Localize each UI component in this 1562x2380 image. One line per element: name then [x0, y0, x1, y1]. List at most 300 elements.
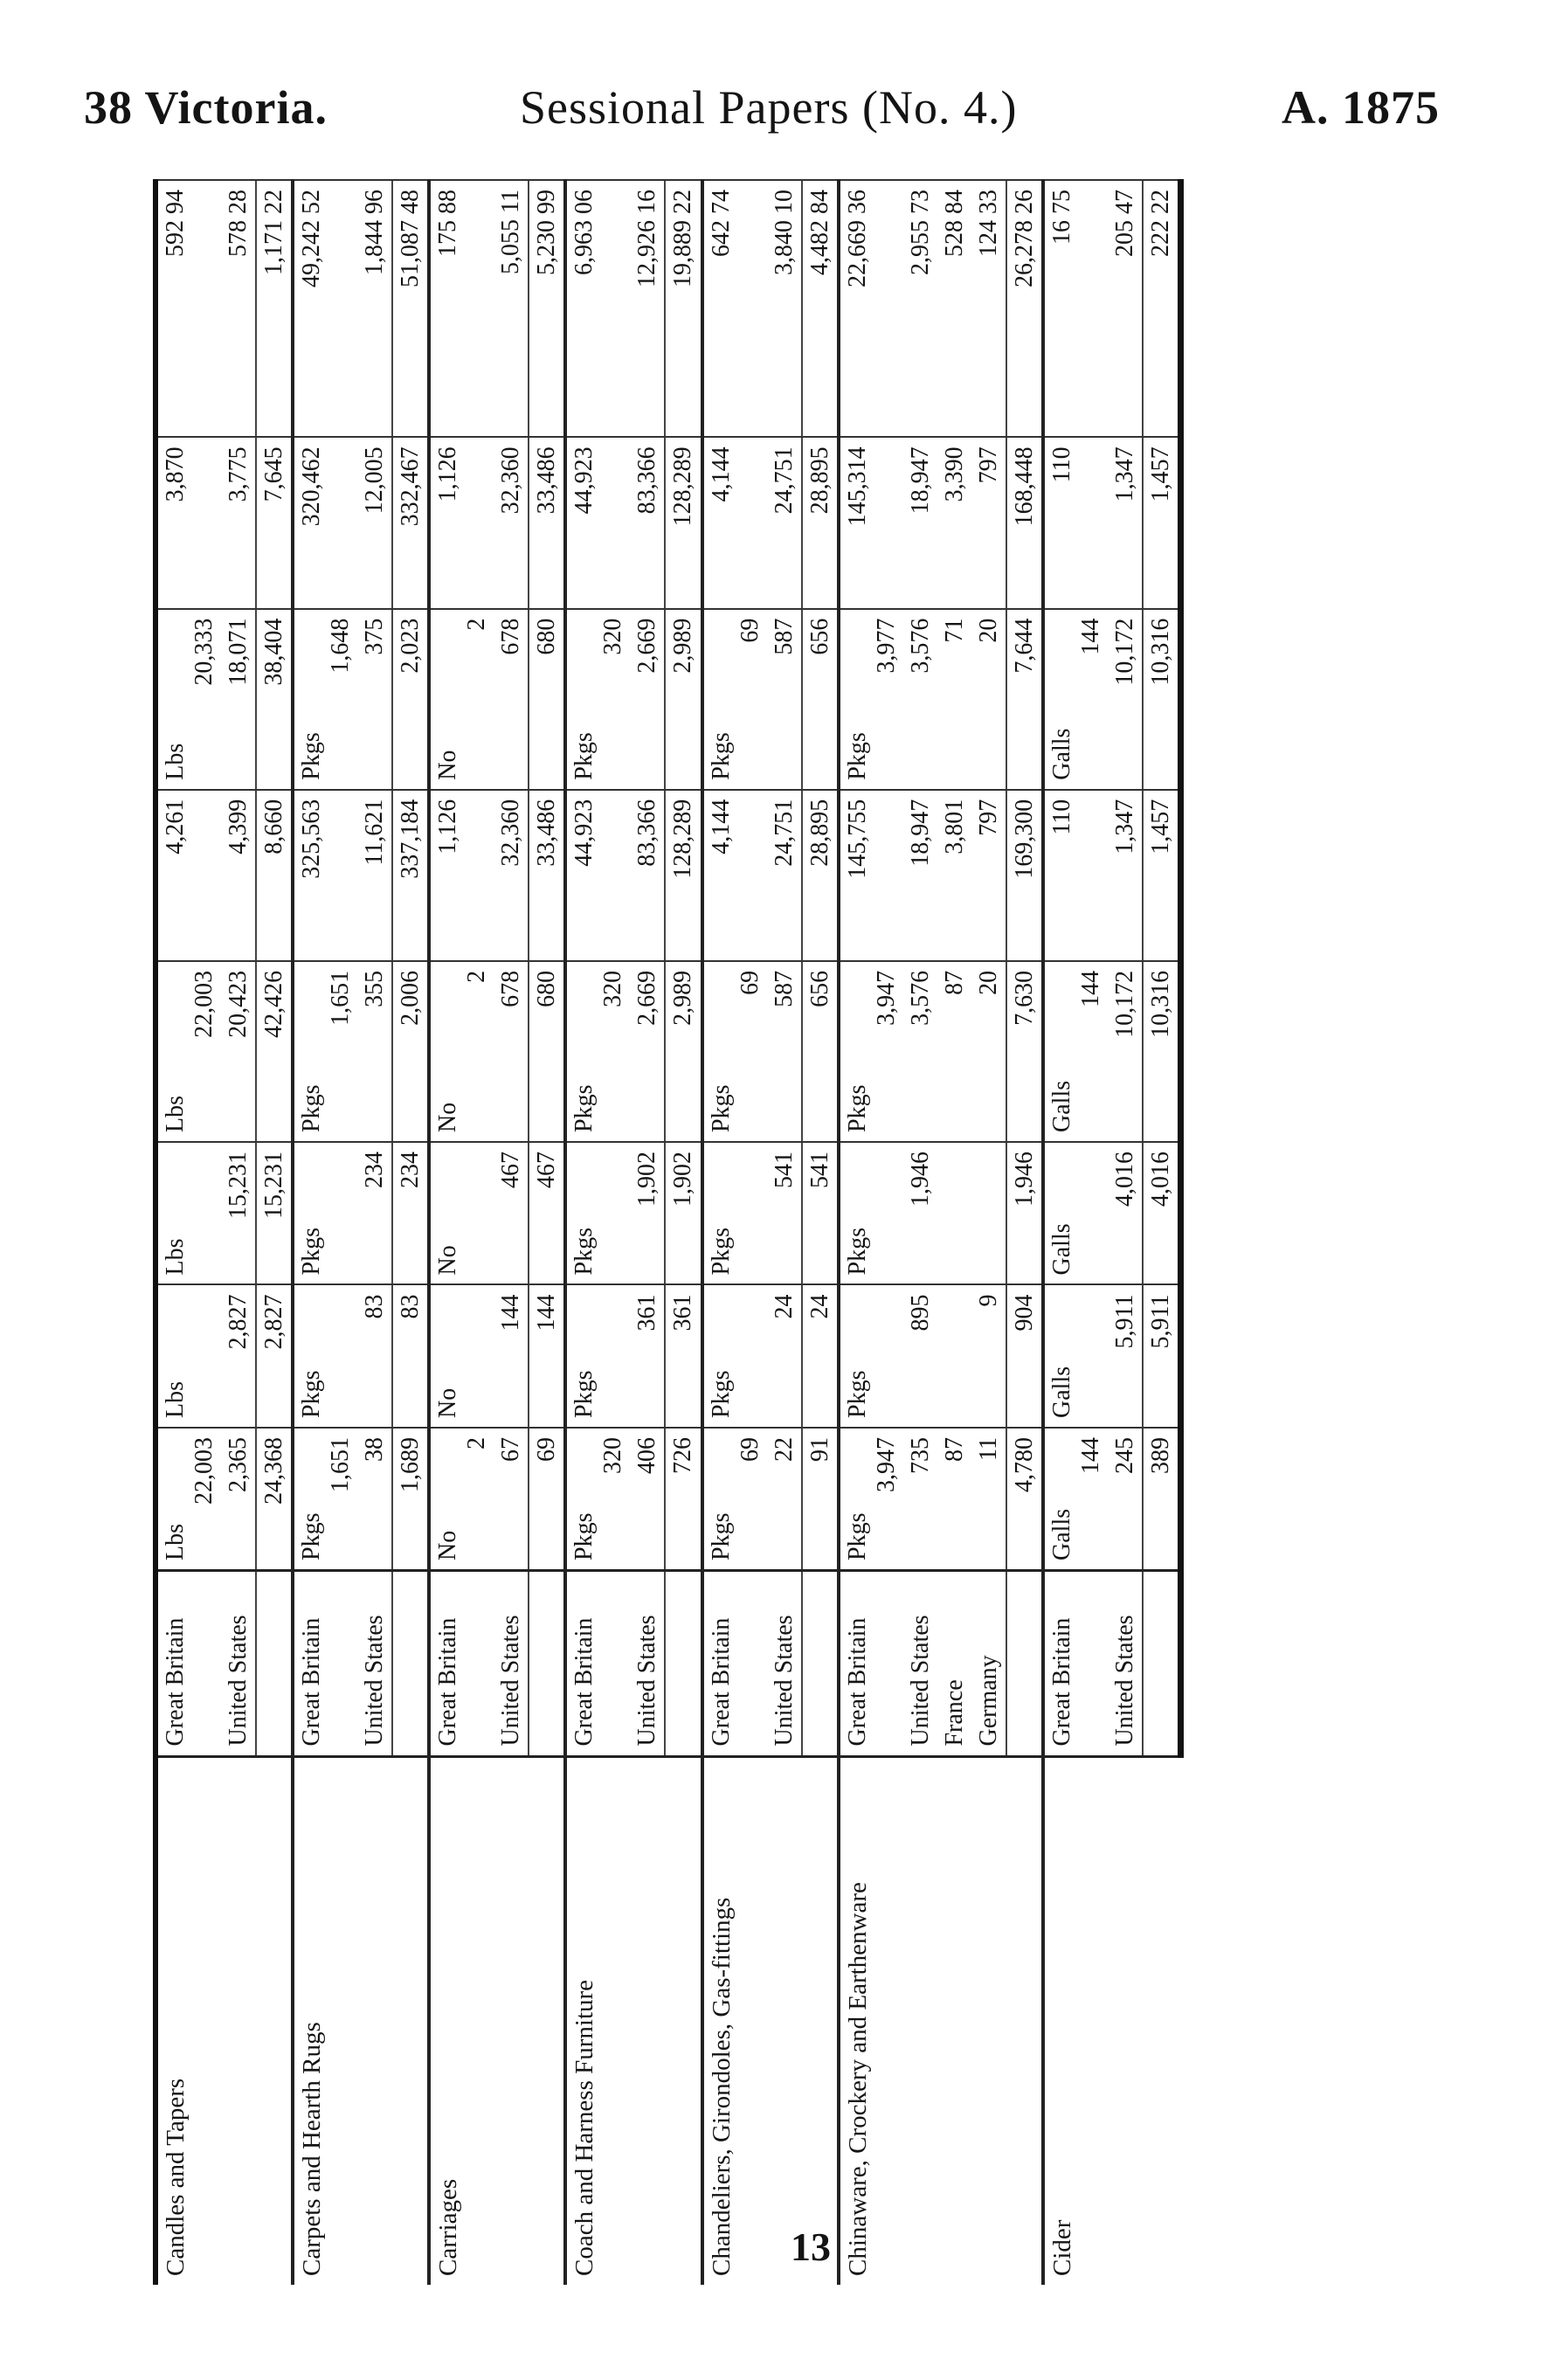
total-c8: 5,230 99	[529, 180, 565, 437]
cell-value: 144	[497, 1294, 525, 1332]
total-blank-cell	[529, 1570, 565, 1756]
article-name: Cider	[1043, 1756, 1181, 2285]
total-c3: 15,231	[256, 1142, 293, 1285]
cell-value: 1,347	[1110, 446, 1138, 502]
total-c7: 1,457	[1143, 437, 1181, 608]
header-year: A. 1875	[1282, 81, 1440, 134]
total-c6: 7,644	[1006, 609, 1043, 790]
total-c3: 1,946	[1006, 1142, 1043, 1285]
unit-label: Pkgs	[707, 1084, 735, 1132]
cell-value: 3,576	[906, 970, 934, 1026]
article-name: Carpets and Hearth Rugs	[293, 1756, 429, 2285]
cell-c5	[971, 790, 1006, 961]
article-name: Candles and Tapers	[156, 1756, 293, 2285]
cell-c5	[221, 790, 256, 961]
total-c4: 10,316	[1143, 961, 1181, 1142]
cell-value: 24,751	[770, 446, 798, 515]
unit-label: No	[434, 1530, 462, 1560]
cell-c2	[293, 1284, 357, 1428]
cell-value: 467	[497, 1151, 525, 1188]
cell-value: 44,923	[570, 799, 598, 867]
cell-value: 83	[361, 1294, 389, 1319]
cell-c6	[630, 609, 665, 790]
unit-label: Pkgs	[298, 732, 326, 780]
cell-value: 4,261	[162, 799, 189, 854]
cell-value: 11,621	[361, 799, 389, 866]
unit-label: Pkgs	[843, 1512, 871, 1560]
cell-c3	[903, 1142, 937, 1285]
unit-label: Lbs	[162, 1095, 189, 1132]
cell-c2	[494, 1284, 529, 1428]
cell-c5	[702, 790, 767, 961]
total-c1: 389	[1143, 1428, 1181, 1571]
cell-value: 1,946	[906, 1151, 934, 1207]
header-session: 38 Victoria.	[84, 81, 328, 134]
cell-c2	[429, 1284, 494, 1428]
cell-value: 3,576	[906, 618, 934, 674]
cell-value: 4,016	[1110, 1151, 1138, 1207]
total-c5: 33,486	[529, 790, 565, 961]
cell-c4	[702, 961, 767, 1142]
cell-value: 1,126	[434, 446, 462, 502]
cell-value: 15,231	[225, 1151, 252, 1219]
unit-label: Pkgs	[298, 1370, 326, 1418]
cell-value: 1,126	[434, 799, 462, 854]
cell-value: 22,003	[190, 970, 218, 1038]
cell-c8	[937, 180, 971, 437]
cell-value: 110	[1047, 799, 1075, 835]
unit-label: Galls	[1047, 1223, 1075, 1276]
total-blank-cell	[392, 1570, 429, 1756]
cell-c6	[293, 609, 357, 790]
cell-value: 541	[770, 1151, 798, 1188]
total-c8: 222 22	[1143, 180, 1181, 437]
unit-label: No	[434, 1245, 462, 1276]
cell-c2	[1108, 1284, 1143, 1428]
cell-c8	[156, 180, 221, 437]
unit-label: No	[434, 750, 462, 780]
cell-c6	[767, 609, 802, 790]
cell-value: 20	[974, 970, 1002, 995]
cell-value: 49,242 52	[298, 190, 326, 287]
table-row	[429, 180, 494, 2285]
cell-c4	[937, 961, 971, 1142]
cell-c8	[293, 180, 357, 437]
cell-value: 3,840 10	[770, 190, 798, 275]
cell-value: 10,172	[1110, 970, 1138, 1038]
cell-c7	[702, 437, 767, 608]
trade-table	[153, 179, 1184, 2285]
cell-value: 245	[1110, 1436, 1138, 1474]
total-blank-cell	[256, 1570, 293, 1756]
unit-label: Pkgs	[707, 732, 735, 780]
cell-c3	[971, 1142, 1006, 1285]
cell-value: 528 84	[940, 190, 968, 257]
unit-label: Galls	[1047, 728, 1075, 780]
article-name: Chandeliers, Girondoles, Gas-fittings	[702, 1756, 839, 2285]
total-c8: 1,171 22	[256, 180, 293, 437]
cell-value: 735	[906, 1436, 934, 1474]
cell-c1	[221, 1428, 256, 1571]
country-name: Great Britain	[293, 1570, 357, 1756]
cell-c8	[767, 180, 802, 437]
total-c2: 904	[1006, 1284, 1043, 1428]
country-name: United States	[903, 1570, 937, 1756]
cell-c2	[565, 1284, 630, 1428]
cell-c2	[839, 1284, 903, 1428]
cell-value: 71	[940, 618, 968, 643]
cell-value: 406	[633, 1436, 661, 1474]
cell-c1	[630, 1428, 665, 1571]
total-c8: 4,482 84	[802, 180, 839, 437]
cell-value: 83,366	[633, 799, 661, 867]
country-name: United States	[767, 1570, 802, 1756]
cell-c2	[630, 1284, 665, 1428]
page-number: 13	[791, 2224, 831, 2269]
cell-value: 175 88	[434, 190, 462, 257]
country-name: Great Britain	[702, 1570, 767, 1756]
cell-c5	[903, 790, 937, 961]
cell-value: 234	[361, 1151, 389, 1188]
total-c7: 332,467	[392, 437, 429, 608]
total-c6: 2,989	[665, 609, 702, 790]
cell-value: 578 28	[225, 190, 252, 257]
cell-c2	[971, 1284, 1006, 1428]
cell-c4	[156, 961, 221, 1142]
cell-value: 2,827	[225, 1294, 252, 1350]
total-c4: 2,006	[392, 961, 429, 1142]
cell-c8	[903, 180, 937, 437]
cell-c5	[1043, 790, 1108, 961]
cell-value: 124 33	[974, 190, 1002, 257]
cell-c5	[630, 790, 665, 961]
cell-c7	[839, 437, 903, 608]
cell-c6	[903, 609, 937, 790]
cell-c8	[494, 180, 529, 437]
cell-c2	[937, 1284, 971, 1428]
cell-c7	[565, 437, 630, 608]
cell-c5	[494, 790, 529, 961]
cell-c8	[1043, 180, 1108, 437]
total-c5: 169,300	[1006, 790, 1043, 961]
cell-c6	[221, 609, 256, 790]
cell-value: 145,755	[843, 799, 871, 879]
cell-c8	[702, 180, 767, 437]
total-c3: 541	[802, 1142, 839, 1285]
cell-value: 797	[974, 446, 1002, 484]
total-c3: 4,016	[1143, 1142, 1181, 1285]
total-c7: 168,448	[1006, 437, 1043, 608]
cell-c4	[565, 961, 630, 1142]
total-c6: 10,316	[1143, 609, 1181, 790]
cell-c2	[156, 1284, 221, 1428]
total-c6: 656	[802, 609, 839, 790]
cell-value: 2,955 73	[906, 190, 934, 275]
total-c5: 1,457	[1143, 790, 1181, 961]
cell-value: 320	[599, 1436, 627, 1474]
total-blank-cell	[1006, 1570, 1043, 1756]
cell-value: 1,648	[327, 618, 355, 674]
cell-value: 355	[361, 970, 389, 1007]
unit-label: Pkgs	[298, 1512, 326, 1560]
cell-value: 3,390	[940, 446, 968, 502]
cell-c4	[767, 961, 802, 1142]
total-c2: 5,911	[1143, 1284, 1181, 1428]
total-c5: 337,184	[392, 790, 429, 961]
cell-value: 6,963 06	[570, 190, 598, 275]
cell-c7	[1108, 437, 1143, 608]
unit-label: No	[434, 1387, 462, 1418]
total-c3: 467	[529, 1142, 565, 1285]
cell-c7	[494, 437, 529, 608]
country-name: United States	[1108, 1570, 1143, 1756]
cell-c3	[293, 1142, 357, 1285]
unit-label: Galls	[1047, 1080, 1075, 1132]
total-c7: 33,486	[529, 437, 565, 608]
cell-value: 18,947	[906, 799, 934, 867]
cell-value: 678	[497, 618, 525, 655]
total-c1: 91	[802, 1428, 839, 1571]
total-c6: 38,404	[256, 609, 293, 790]
cell-c6	[565, 609, 630, 790]
cell-value: 32,360	[497, 446, 525, 515]
cell-c6	[156, 609, 221, 790]
cell-value: 2	[463, 1436, 491, 1449]
unit-label: Pkgs	[298, 1084, 326, 1132]
rotated-table-wrapper	[153, 179, 1437, 2285]
unit-label: Pkgs	[843, 1084, 871, 1132]
total-c2: 361	[665, 1284, 702, 1428]
cell-c8	[429, 180, 494, 437]
unit-label: Pkgs	[707, 1228, 735, 1276]
cell-c7	[357, 437, 392, 608]
cell-c8	[630, 180, 665, 437]
cell-value: 22,669 36	[843, 190, 871, 287]
country-name: United States	[630, 1570, 665, 1756]
cell-value: 44,923	[570, 446, 598, 515]
cell-value: 11	[974, 1436, 1002, 1461]
cell-value: 1,651	[327, 970, 355, 1026]
cell-c7	[630, 437, 665, 608]
cell-value: 3,977	[872, 618, 900, 674]
cell-c4	[1043, 961, 1108, 1142]
cell-c1	[429, 1428, 494, 1571]
cell-value: 2,669	[633, 618, 661, 674]
cell-c4	[429, 961, 494, 1142]
cell-c6	[1108, 609, 1143, 790]
unit-label: Pkgs	[570, 732, 598, 780]
cell-value: 16 75	[1047, 190, 1075, 245]
cell-value: 38	[361, 1436, 389, 1462]
total-c1: 4,780	[1006, 1428, 1043, 1571]
unit-label: Pkgs	[570, 1084, 598, 1132]
cell-value: 24,751	[770, 799, 798, 867]
cell-value: 1,347	[1110, 799, 1138, 854]
country-name: Great Britain	[1043, 1570, 1108, 1756]
unit-label: Pkgs	[843, 1228, 871, 1276]
cell-c6	[702, 609, 767, 790]
cell-value: 1,651	[327, 1436, 355, 1492]
cell-value: 587	[770, 618, 798, 655]
cell-c4	[494, 961, 529, 1142]
cell-value: 145,314	[843, 446, 871, 527]
cell-c8	[1108, 180, 1143, 437]
total-c7: 28,895	[802, 437, 839, 608]
cell-c5	[1108, 790, 1143, 961]
cell-c3	[839, 1142, 903, 1285]
table-row	[156, 180, 221, 2285]
total-c4: 7,630	[1006, 961, 1043, 1142]
cell-value: 22,003	[190, 1436, 218, 1505]
cell-value: 3,775	[225, 446, 252, 502]
cell-value: 69	[736, 1436, 764, 1462]
header-title: Sessional Papers (No. 4.)	[520, 81, 1018, 134]
cell-value: 320,462	[298, 446, 326, 527]
cell-value: 1,844 96	[361, 190, 389, 275]
country-name: United States	[221, 1570, 256, 1756]
total-c1: 24,368	[256, 1428, 293, 1571]
unit-label: Lbs	[162, 1380, 189, 1418]
cell-value: 144	[1076, 618, 1104, 655]
cell-value: 2,669	[633, 970, 661, 1026]
cell-c6	[494, 609, 529, 790]
cell-value: 12,005	[361, 446, 389, 515]
total-c1: 726	[665, 1428, 702, 1571]
cell-c3	[1043, 1142, 1108, 1285]
cell-value: 69	[736, 618, 764, 643]
unit-label: No	[434, 1102, 462, 1132]
cell-c4	[630, 961, 665, 1142]
unit-label: Pkgs	[570, 1228, 598, 1276]
unit-label: Pkgs	[843, 732, 871, 780]
trade-table-body	[156, 180, 1180, 2285]
cell-c7	[429, 437, 494, 608]
cell-c3	[494, 1142, 529, 1285]
unit-label: Pkgs	[298, 1228, 326, 1276]
cell-value: 678	[497, 970, 525, 1007]
cell-c8	[221, 180, 256, 437]
unit-label: Pkgs	[707, 1370, 735, 1418]
country-name: Great Britain	[429, 1570, 494, 1756]
total-c6: 2,023	[392, 609, 429, 790]
cell-c3	[357, 1142, 392, 1285]
cell-value: 67	[497, 1436, 525, 1462]
article-name: Coach and Harness Furniture	[565, 1756, 702, 2285]
cell-c1	[1108, 1428, 1143, 1571]
cell-c5	[767, 790, 802, 961]
cell-value: 592 94	[162, 190, 189, 257]
unit-label: Pkgs	[707, 1512, 735, 1560]
cell-value: 642 74	[707, 190, 735, 257]
cell-c2	[357, 1284, 392, 1428]
total-c5: 8,660	[256, 790, 293, 961]
cell-value: 4,399	[225, 799, 252, 854]
country-name: United States	[494, 1570, 529, 1756]
country-name: Great Britain	[839, 1570, 903, 1756]
country-name: Germany	[971, 1570, 1006, 1756]
cell-c4	[221, 961, 256, 1142]
total-blank-cell	[1143, 1570, 1181, 1756]
cell-c3	[1108, 1142, 1143, 1285]
cell-c4	[903, 961, 937, 1142]
cell-value: 87	[940, 970, 968, 995]
total-blank-cell	[665, 1570, 702, 1756]
table-row	[839, 180, 903, 2285]
cell-c8	[357, 180, 392, 437]
total-c2: 2,827	[256, 1284, 293, 1428]
cell-value: 4,144	[707, 799, 735, 854]
total-c2: 83	[392, 1284, 429, 1428]
cell-value: 20	[974, 618, 1002, 643]
cell-c2	[767, 1284, 802, 1428]
cell-c6	[937, 609, 971, 790]
cell-value: 87	[940, 1436, 968, 1462]
cell-c6	[839, 609, 903, 790]
cell-c8	[565, 180, 630, 437]
cell-value: 2,365	[225, 1436, 252, 1492]
cell-value: 3,947	[872, 970, 900, 1026]
total-c4: 656	[802, 961, 839, 1142]
total-c6: 680	[529, 609, 565, 790]
cell-c8	[839, 180, 903, 437]
cell-value: 2	[463, 970, 491, 983]
total-c5: 28,895	[802, 790, 839, 961]
cell-value: 3,947	[872, 1436, 900, 1492]
cell-value: 20,423	[225, 970, 252, 1038]
cell-value: 18,071	[225, 618, 252, 686]
table-row	[293, 180, 357, 2285]
cell-c5	[839, 790, 903, 961]
cell-c7	[293, 437, 357, 608]
total-c5: 128,289	[665, 790, 702, 961]
cell-value: 587	[770, 970, 798, 1007]
cell-c1	[903, 1428, 937, 1571]
cell-c5	[565, 790, 630, 961]
cell-c3	[565, 1142, 630, 1285]
total-c1: 69	[529, 1428, 565, 1571]
cell-c1	[293, 1428, 357, 1571]
country-name: Great Britain	[156, 1570, 221, 1756]
total-c1: 1,689	[392, 1428, 429, 1571]
cell-value: 4,144	[707, 446, 735, 502]
cell-value: 1,902	[633, 1151, 661, 1207]
table-row	[702, 180, 767, 2285]
cell-value: 9	[974, 1294, 1002, 1307]
cell-c7	[767, 437, 802, 608]
cell-c7	[971, 437, 1006, 608]
unit-label: Galls	[1047, 1366, 1075, 1418]
cell-c5	[156, 790, 221, 961]
unit-label: Lbs	[162, 1238, 189, 1276]
cell-value: 361	[633, 1294, 661, 1332]
cell-c6	[357, 609, 392, 790]
cell-c4	[293, 961, 357, 1142]
article-name: Carriages	[429, 1756, 565, 2285]
cell-c5	[357, 790, 392, 961]
cell-c1	[937, 1428, 971, 1571]
total-c8: 26,278 26	[1006, 180, 1043, 437]
cell-c2	[702, 1284, 767, 1428]
total-c3: 1,902	[665, 1142, 702, 1285]
cell-value: 20,333	[190, 618, 218, 686]
cell-value: 205 47	[1110, 190, 1138, 257]
cell-value: 5,055 11	[497, 190, 525, 274]
cell-c8	[971, 180, 1006, 437]
country-name: United States	[357, 1570, 392, 1756]
total-c7: 128,289	[665, 437, 702, 608]
cell-value: 10,172	[1110, 618, 1138, 686]
cell-c4	[971, 961, 1006, 1142]
